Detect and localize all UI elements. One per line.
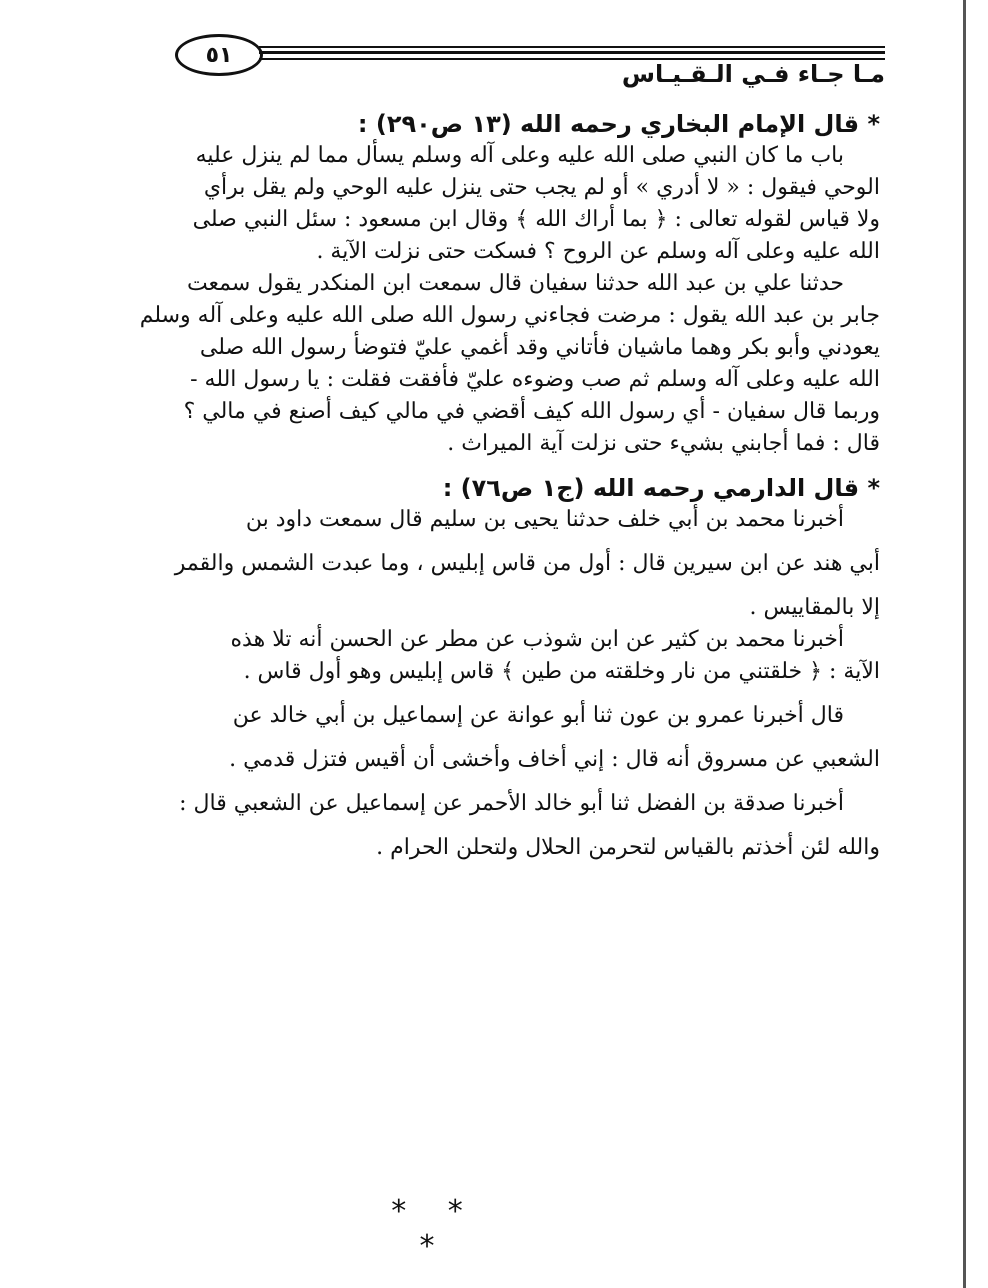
text-line: قال أخبرنا عمرو بن عون ثنا أبو عوانة عن إسماعيل بن أبي خالد عن bbox=[232, 703, 844, 728]
header-rule bbox=[259, 46, 885, 48]
section-separator: * * * bbox=[391, 1194, 479, 1264]
text-line: وربما قال سفيان - أي رسول الله كيف أقضي في مالي كيف أصنع في مالي ؟ bbox=[183, 399, 880, 424]
text-line: الوحي فيقول : « لا أدري » أو لم يجب حتى ينزل عليه الوحي ولم يقل برأي bbox=[203, 175, 880, 200]
text-line: يعودني وأبو بكر وهما ماشيان فأتاني وقد أغمي عليّ فتوضأ رسول الله صلى bbox=[199, 335, 880, 360]
text-line: إلا بالمقاييس . bbox=[749, 595, 880, 620]
text-line: ولا قياس لقوله تعالى : ﴿ بما أراك الله ﴾ وقال ابن مسعود : سئل النبي صلى bbox=[192, 207, 880, 232]
section-heading-bukhari: * قال الإمام البخاري رحمه الله (١٣ ص٢٩٠) : bbox=[357, 110, 880, 138]
header-rule bbox=[259, 51, 885, 54]
text-line: قال : فما أجابني بشيء حتى نزلت آية الميراث . bbox=[447, 431, 880, 456]
text-line: والله لئن أخذتم بالقياس لتحرمن الحلال ولتحلن الحرام . bbox=[376, 835, 880, 860]
text-line: الله عليه وعلى آله وسلم عن الروح ؟ فسكت حتى نزلت الآية . bbox=[316, 239, 880, 264]
page-edge-line bbox=[963, 0, 966, 1288]
text-line: الشعبي عن مسروق أنه قال : إني أخاف وأخشى أن أقيس فتزل قدمي . bbox=[229, 747, 880, 772]
text-line: أخبرنا صدقة بن الفضل ثنا أبو خالد الأحمر عن إسماعيل عن الشعبي قال : bbox=[179, 791, 844, 816]
page-header bbox=[175, 34, 885, 94]
text-line: الله عليه وعلى آله وسلم ثم صب وضوءه عليّ فأفقت فقلت : يا رسول الله - bbox=[190, 367, 880, 392]
text-line: أبي هند عن ابن سيرين قال : أول من قاس إبليس ، وما عبدت الشمس والقمر bbox=[174, 551, 880, 576]
page-number: ٥١ bbox=[175, 34, 263, 76]
text-line: أخبرنا محمد بن كثير عن ابن شوذب عن مطر عن الحسن أنه تلا هذه bbox=[230, 627, 844, 652]
section-heading-darimi: * قال الدارمي رحمه الله (ج١ ص٧٦) : bbox=[442, 474, 880, 502]
text-line: الآية : ﴿ خلقتني من نار وخلقته من طين ﴾ قاس إبليس وهو أول قاس . bbox=[243, 659, 880, 684]
text-line: أخبرنا محمد بن أبي خلف حدثنا يحيى بن سليم قال سمعت داود بن bbox=[245, 507, 844, 532]
text-line: حدثنا علي بن عبد الله حدثنا سفيان قال سمعت ابن المنكدر يقول سمعت bbox=[186, 271, 844, 296]
running-title: مـا جـاء فـي الـقـيـاس bbox=[621, 60, 885, 88]
text-line: باب ما كان النبي صلى الله عليه وعلى آله وسلم يسأل مما لم ينزل عليه bbox=[195, 143, 844, 168]
text-line: جابر بن عبد الله يقول : مرضت فجاءني رسول الله صلى الله عليه وعلى آله وسلم bbox=[139, 303, 880, 328]
page-body bbox=[100, 108, 880, 864]
